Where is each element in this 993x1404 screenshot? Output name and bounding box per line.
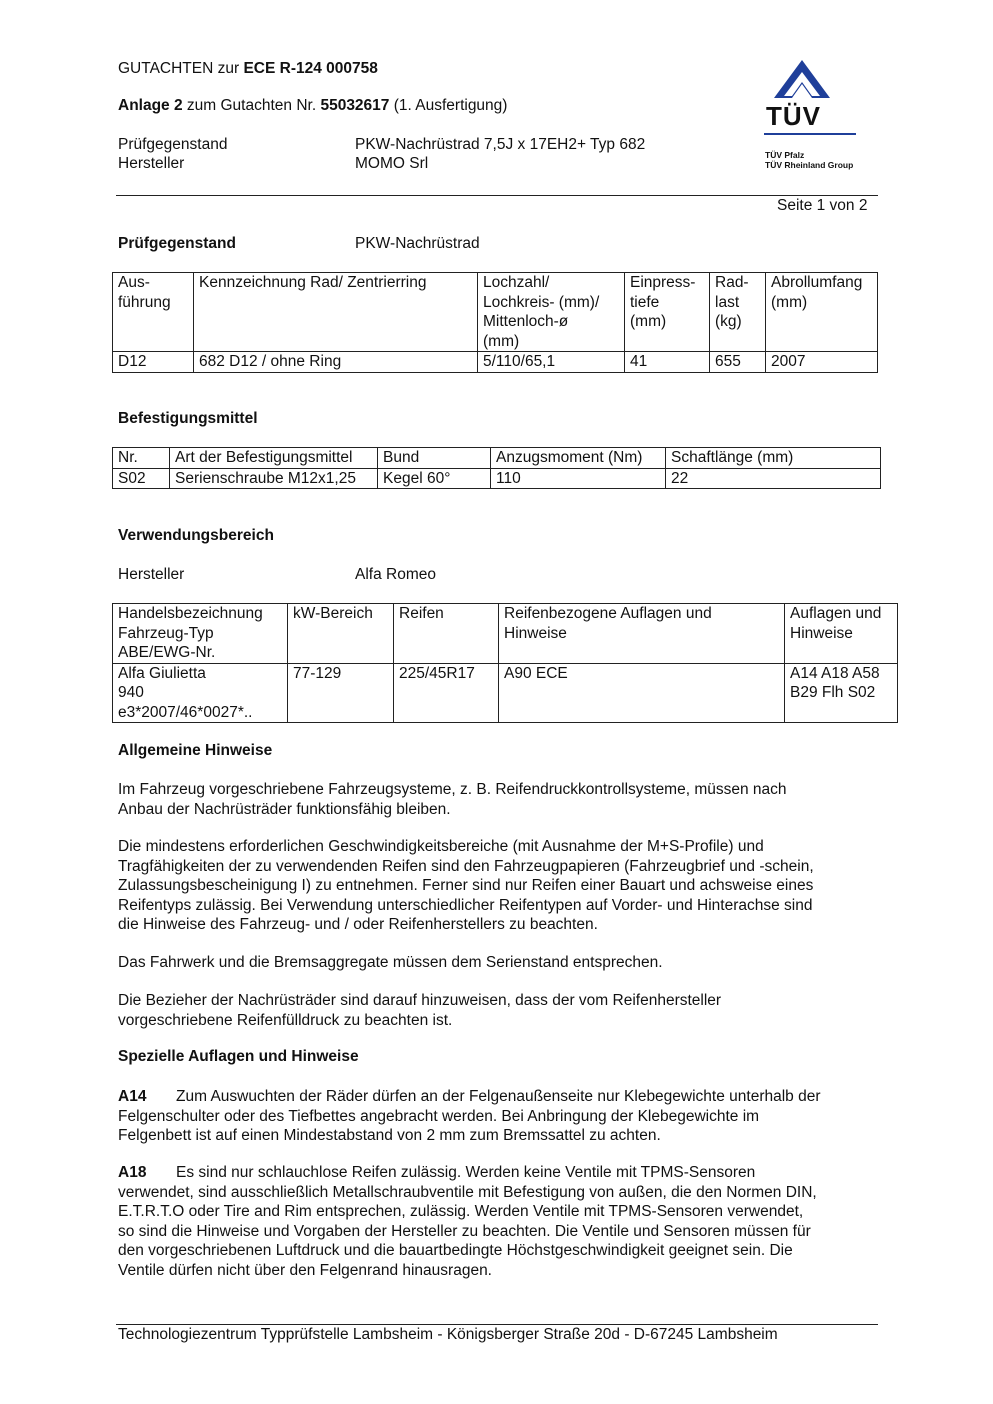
fastener-header-nr: Nr. bbox=[113, 448, 170, 469]
table-cell: A14 A18 A58 B29 Flh S02 bbox=[785, 663, 898, 723]
note-a18-code: A18 bbox=[118, 1164, 147, 1181]
wheel-header-circumference: Abrollumfang (mm) bbox=[766, 273, 878, 352]
table-cell: S02 bbox=[113, 468, 170, 489]
usage-header-tyre-notes: Reifenbezogene Auflagen und Hinweise bbox=[499, 604, 785, 664]
table-header-row bbox=[113, 273, 878, 352]
tuev-subtitle-1: TÜV Pfalz bbox=[765, 150, 805, 160]
usage-header-notes: Auflagen und Hinweise bbox=[785, 604, 898, 664]
general-notes-title: Allgemeine Hinweise bbox=[118, 742, 273, 759]
fastener-header-seat: Bund bbox=[378, 448, 491, 469]
table-cell: D12 bbox=[113, 352, 194, 373]
table-row bbox=[113, 468, 881, 489]
table-cell: A90 ECE bbox=[499, 663, 785, 723]
table-cell: 22 bbox=[666, 468, 881, 489]
header-test-object-label: Prüfgegenstand bbox=[118, 136, 228, 153]
fastener-header-shaft: Schaftlänge (mm) bbox=[666, 448, 881, 469]
header-manufacturer-value: MOMO Srl bbox=[355, 155, 429, 172]
usage-manufacturer-value: Alfa Romeo bbox=[355, 566, 436, 583]
special-notes-title: Spezielle Auflagen und Hinweise bbox=[118, 1048, 359, 1065]
general-note-paragraph: Das Fahrwerk und die Bremsaggregate müssen dem Serienstand entsprechen. bbox=[118, 954, 663, 971]
wheel-header-marking: Kennzeichnung Rad/ Zentrierring bbox=[194, 273, 478, 352]
usage-table bbox=[112, 603, 898, 723]
wheel-header-bolt-pattern: Lochzahl/ Lochkreis- (mm)/ Mittenloch-ø (mm) bbox=[478, 273, 625, 352]
wheel-table bbox=[112, 272, 878, 373]
tuev-subtitle-2: TÜV Rheinland Group bbox=[765, 160, 854, 170]
table-cell: 77-129 bbox=[288, 663, 394, 723]
table-cell: 110 bbox=[491, 468, 666, 489]
usage-title: Verwendungsbereich bbox=[118, 527, 274, 544]
general-note-paragraph: Die mindestens erforderlichen Geschwindigkeitsbereiche (mit Ausnahme der M+S-Profile) und Tragfähigkeiten der zu verwendenden Reifen sind den Fahrzeugpapieren (Fahrzeugbrief und -schein, Zulassungsbescheinigung I) zu entnehmen. Ferner sind nur Reifen einer Bauart und achsweise eines Reifentyps zulässig. Bei Verwendung unterschiedlicher Reifentypen auf Vorder- und Hinterachse sind die Hinweise des Fahrzeug- und / oder Reifenherstellers zu beachten. bbox=[118, 838, 814, 933]
table-cell: 225/45R17 bbox=[394, 663, 499, 723]
note-a18: A18 Es sind nur schlauchlose Reifen zulässig. Werden keine Ventile mit TPMS-Sensoren verwendet, sind ausschließlich Metallschraubventile mit Befestigung von außen, die den Normen DIN, E.T.R.T.O oder Tire and Rim entsprechen, zulässig. Werden Ventile mit TPMS-Sensoren verwendet, so sind die Hinweise und Vorgaben der Hersteller zu beachten. Die Ventile und Sensoren müssen für den vorgeschriebenen Luftdruck und die bauartbedingte Höchstgeschwindigkeit geeignet sein. Die Ventile dürfen nicht über den Felgenrand hinausragen. bbox=[118, 1164, 817, 1279]
usage-header-tyre: Reifen bbox=[394, 604, 499, 664]
tuev-wordmark: TÜV bbox=[766, 101, 821, 131]
fastener-title: Befestigungsmittel bbox=[118, 410, 258, 427]
fastener-header-torque: Anzugsmoment (Nm) bbox=[491, 448, 666, 469]
fastener-header-type: Art der Befestigungsmittel bbox=[170, 448, 378, 469]
wheel-header-execution: Aus- führung bbox=[113, 273, 194, 352]
annex-reference: Anlage 2 zum Gutachten Nr. 55032617 (1. Ausfertigung) bbox=[118, 97, 508, 114]
table-header-row bbox=[113, 448, 881, 469]
test-object-label: Prüfgegenstand bbox=[118, 235, 236, 252]
header-divider bbox=[116, 195, 878, 196]
table-cell: 2007 bbox=[766, 352, 878, 373]
wheel-header-load: Rad- last (kg) bbox=[710, 273, 766, 352]
wheel-header-offset: Einpress- tiefe (mm) bbox=[625, 273, 710, 352]
footer-divider bbox=[116, 1324, 878, 1325]
table-row bbox=[113, 352, 878, 373]
note-a14: A14 Zum Auswuchten der Räder dürfen an der Felgenaußenseite nur Klebegewichte unterhalb der Felgenschulter oder des Tiefbettes angebracht werden. Bei Anbringung der Klebegewichte im Felgenbett ist auf einen Mindestabstand von 2 mm zum Bremssattel zu achten. bbox=[118, 1088, 821, 1144]
usage-manufacturer-label: Hersteller bbox=[118, 566, 185, 583]
tuev-logo bbox=[762, 54, 862, 179]
usage-header-vehicle: Handelsbezeichnung Fahrzeug-Typ ABE/EWG-Nr. bbox=[113, 604, 288, 664]
report-reference: GUTACHTEN zur ECE R-124 000758 bbox=[118, 60, 378, 77]
table-cell: Serienschraube M12x1,25 bbox=[170, 468, 378, 489]
table-cell: 41 bbox=[625, 352, 710, 373]
table-cell: Alfa Giulietta 940 e3*2007/46*0027*.. bbox=[113, 663, 288, 723]
footer-address: Technologiezentrum Typprüfstelle Lambsheim - Königsberger Straße 20d - D-67245 Lambsheim bbox=[118, 1326, 778, 1343]
table-cell: 5/110/65,1 bbox=[478, 352, 625, 373]
table-cell: 682 D12 / ohne Ring bbox=[194, 352, 478, 373]
table-row bbox=[113, 663, 898, 723]
header-test-object-value: PKW-Nachrüstrad 7,5J x 17EH2+ Typ 682 bbox=[355, 136, 646, 153]
table-cell: 655 bbox=[710, 352, 766, 373]
general-note-paragraph: Im Fahrzeug vorgeschriebene Fahrzeugsysteme, z. B. Reifendruckkontrollsysteme, müssen nach Anbau der Nachrüsträder funktionsfähig bleiben. bbox=[118, 781, 787, 818]
table-cell: Kegel 60° bbox=[378, 468, 491, 489]
note-a14-code: A14 bbox=[118, 1088, 147, 1105]
test-object-value: PKW-Nachrüstrad bbox=[355, 235, 480, 252]
usage-header-kw: kW-Bereich bbox=[288, 604, 394, 664]
page-number: Seite 1 von 2 bbox=[777, 197, 868, 214]
fastener-table bbox=[112, 447, 881, 489]
table-header-row bbox=[113, 604, 898, 664]
header-manufacturer-label: Hersteller bbox=[118, 155, 185, 172]
general-note-paragraph: Die Bezieher der Nachrüsträder sind darauf hinzuweisen, dass der vom Reifenhersteller vorgeschriebene Reifenfülldruck zu beachten ist. bbox=[118, 992, 722, 1029]
